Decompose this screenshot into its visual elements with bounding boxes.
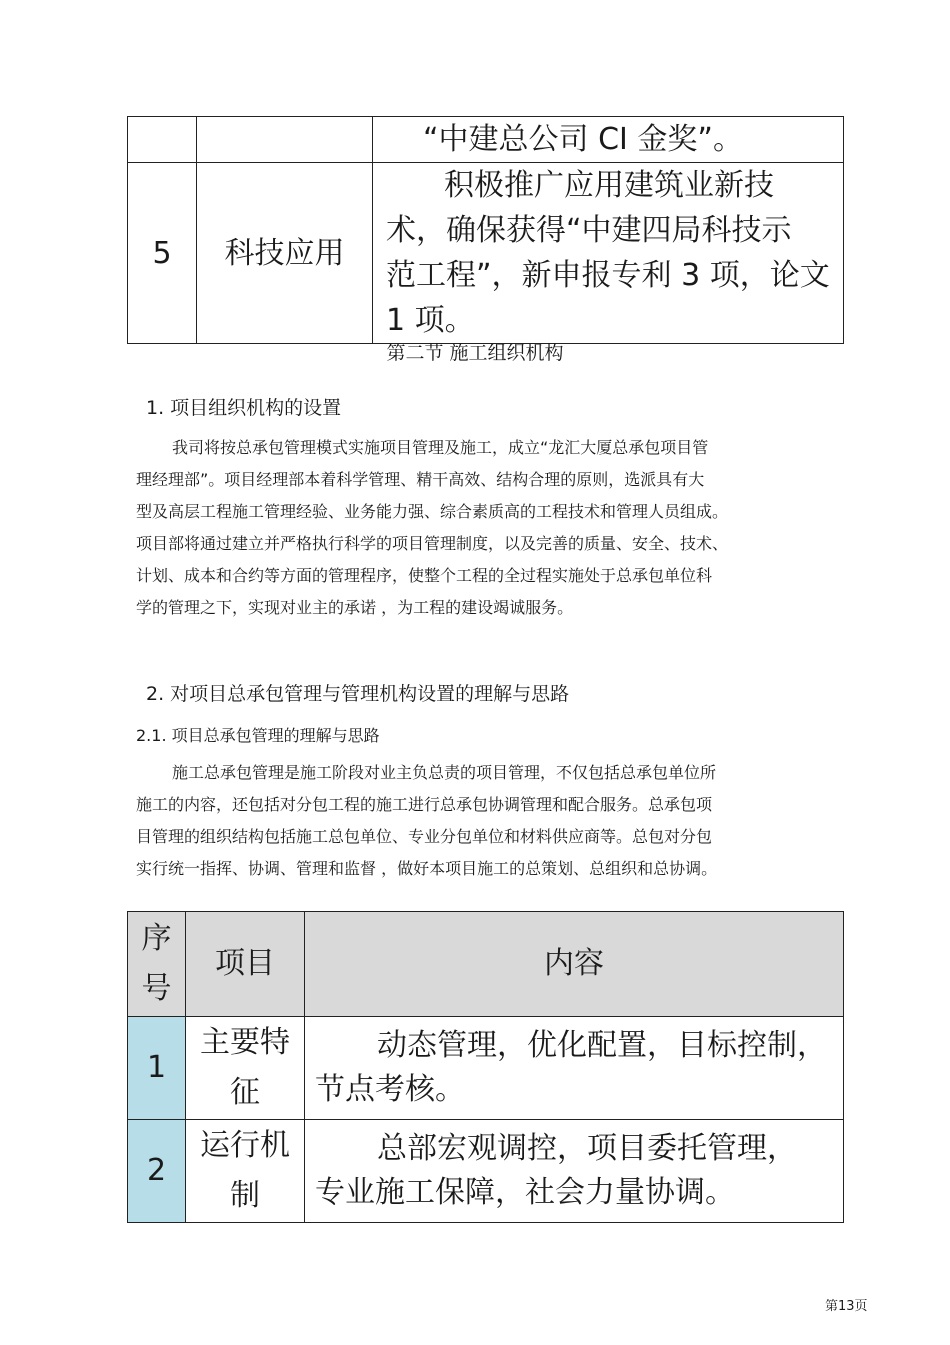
cell-num: 2	[128, 1120, 186, 1223]
heading-2-1: 2.1. 项目总承包管理的理解与思路	[136, 726, 380, 745]
cell-num: 1	[128, 1017, 186, 1120]
bottom-table	[127, 911, 844, 1223]
paragraph-1	[136, 432, 796, 624]
top-table	[127, 116, 844, 344]
cell-item-line: 制	[230, 1178, 260, 1213]
cell-content	[305, 1017, 844, 1120]
cell-num	[128, 117, 197, 163]
cell-num: 5	[128, 163, 197, 344]
paragraph-2	[136, 757, 796, 885]
header-num-line: 号	[141, 971, 172, 1006]
cell-item-line: 主要特	[200, 1025, 290, 1060]
header-num	[128, 912, 186, 1017]
cell-item	[197, 117, 373, 163]
cell-content-line: 专业施工保障，社会力量协调。	[315, 1175, 735, 1210]
paragraph-line: 理经理部”。项目经理部本着科学管理、精干高效、结构合理的原则，选派具有大	[136, 470, 705, 489]
header-num-line: 序	[141, 921, 172, 956]
content-line: 术，确保获得“中建四局科技示	[386, 213, 792, 248]
cell-item	[186, 1017, 305, 1120]
cell-content-line: 动态管理，优化配置，目标控制，	[377, 1028, 827, 1063]
cell-item-line: 征	[230, 1075, 260, 1110]
paragraph-line: 实行统一指挥、协调、管理和监督 ，做好本项目施工的总策划、总组织和总协调。	[136, 859, 718, 878]
paragraph-line: 施工总承包管理是施工阶段对业主负总责的项目管理，不仅包括总承包单位所	[172, 763, 717, 782]
header-item: 项目	[186, 912, 305, 1017]
paragraph-line: 型及高层工程施工管理经验、业务能力强、综合素质高的工程技术和管理人员组成。	[136, 502, 729, 521]
header-content: 内容	[305, 912, 844, 1017]
paragraph-line: 学的管理之下，实现对业主的承诺 ，为工程的建设竭诚服务。	[136, 598, 574, 617]
content-line: 1 项。	[386, 303, 475, 338]
table-row	[128, 1120, 844, 1223]
cell-item: 科技应用	[197, 163, 373, 344]
paragraph-line: 计划、成本和合约等方面的管理程序，使整个工程的全过程实施处于总承包单位科	[136, 566, 713, 585]
heading-2: 2. 对项目总承包管理与管理机构设置的理解与思路	[146, 683, 570, 705]
cell-item-line: 运行机	[200, 1128, 290, 1163]
section-title: 第二节 施工组织机构	[386, 342, 564, 364]
cell-content-text: “中建总公司 CI 金奖”。	[423, 122, 743, 157]
table-header-row	[128, 912, 844, 1017]
cell-content-line: 总部宏观调控，项目委托管理，	[377, 1131, 797, 1166]
paragraph-line: 项目部将通过建立并严格执行科学的项目管理制度，以及完善的质量、安全、技术、	[136, 534, 729, 553]
content-line: 积极推广应用建筑业新技	[444, 168, 774, 203]
paragraph-line: 我司将按总承包管理模式实施项目管理及施工，成立“龙汇大厦总承包项目管	[172, 438, 709, 457]
cell-content	[373, 163, 844, 344]
content-line: 范工程”，新申报专利 3 项，论文	[386, 258, 830, 293]
table-row	[128, 117, 844, 163]
cell-content-line: 节点考核。	[315, 1072, 465, 1107]
cell-content	[305, 1120, 844, 1223]
heading-1: 1. 项目组织机构的设置	[146, 397, 342, 419]
paragraph-line: 施工的内容，还包括对分包工程的施工进行总承包协调管理和配合服务。总承包项	[136, 795, 713, 814]
cell-item	[186, 1120, 305, 1223]
cell-content	[373, 117, 844, 163]
table-row	[128, 1017, 844, 1120]
page-number: 第13页	[825, 1299, 868, 1314]
paragraph-line: 目管理的组织结构包括施工总包单位、专业分包单位和材料供应商等。总包对分包	[136, 827, 713, 846]
table-row	[128, 163, 844, 344]
